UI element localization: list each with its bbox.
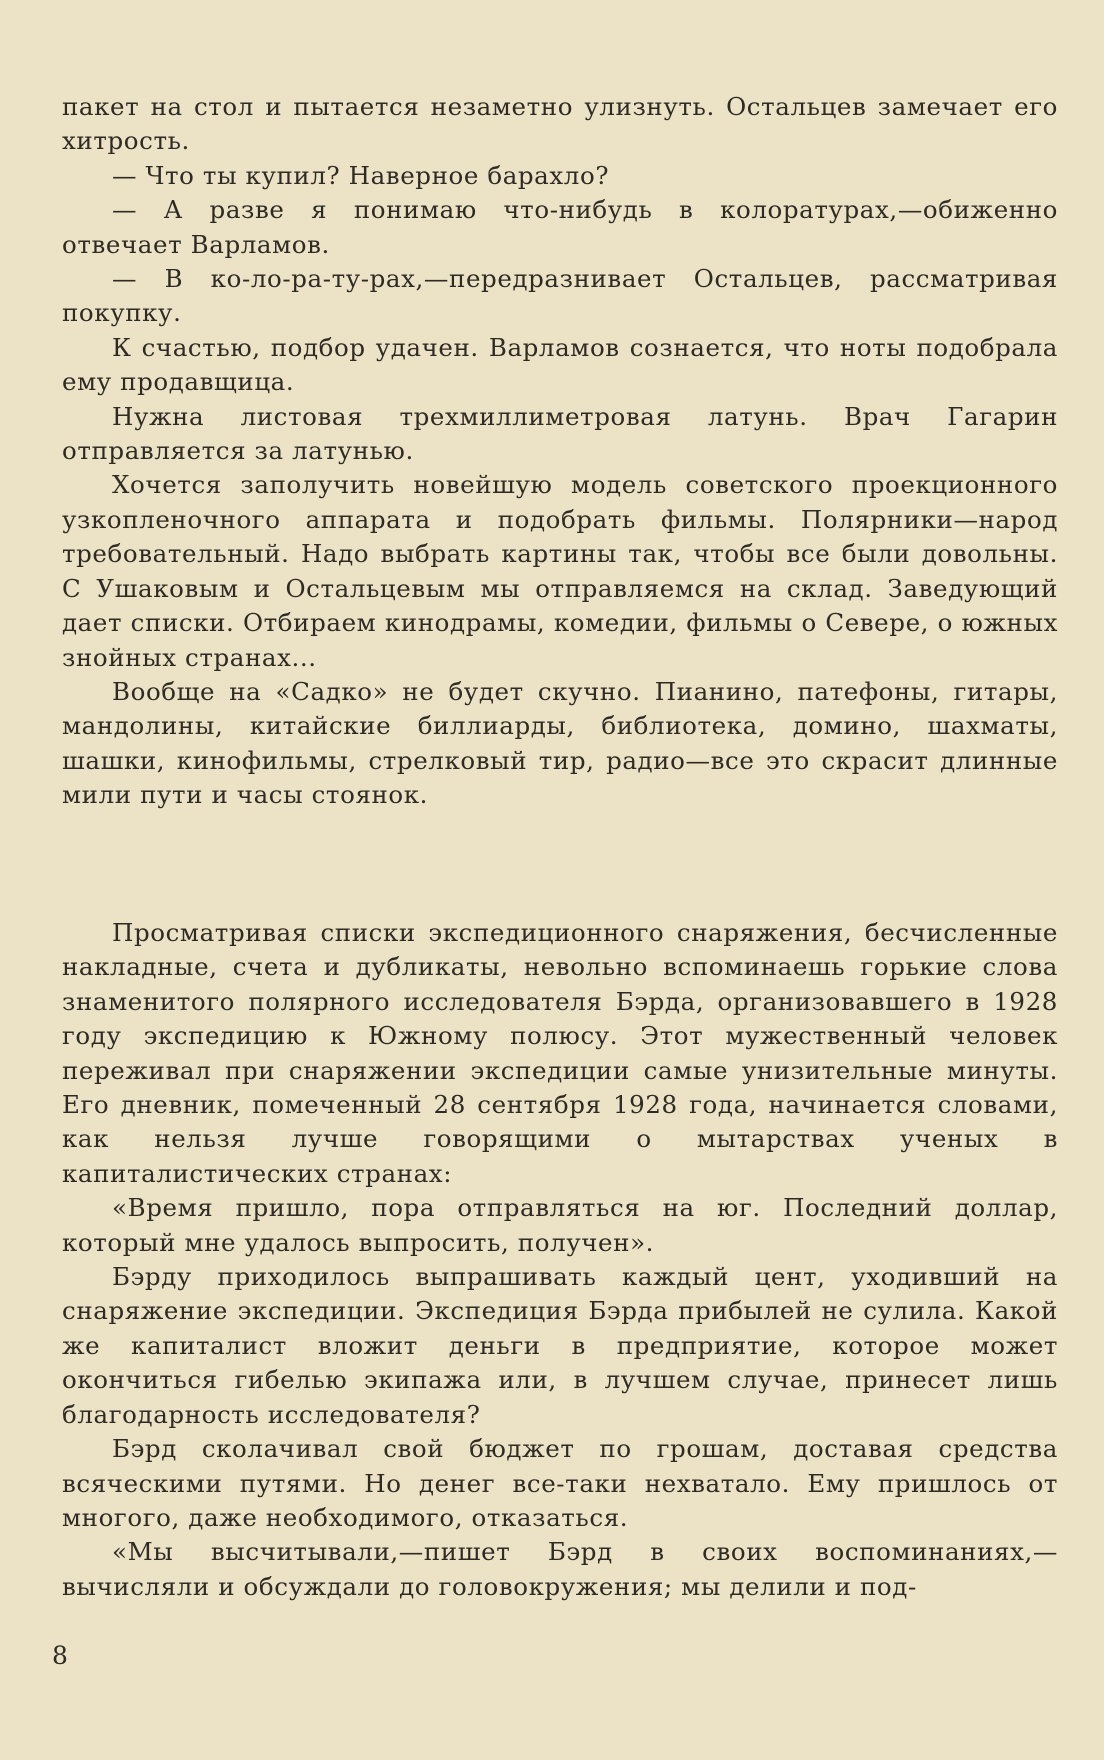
- paragraph: Хочется заполучить новейшую модель советского проекционного узкопленочного аппарата и подобрать фильмы. Полярники—народ требовательный. Надо выбрать картины так, чтобы все были довольны. С Ушаковым и Остальцевым мы отправляемся на склад. Заведующий дает списки. Отбираем кинодрамы, комедии, фильмы о Севере, о южных знойных странах...: [62, 470, 1058, 672]
- paragraph: Бэрду приходилось выпрашивать каждый цент, уходивший на снаряжение экспедиции. Экспедиция Бэрда прибылей не сулила. Какой же капиталист вложит деньги в предприятие, которое может окончиться гибелью экипажа или, в лучшем случае, принесет лишь благодарность исследователя?: [62, 1262, 1058, 1429]
- paragraph: Нужна листовая трехмиллиметровая латунь. Врач Гагарин отправляется за латунью.: [62, 401, 1058, 466]
- paragraph: пакет на стол и пытается незаметно улизнуть. Остальцев замечает его хитрость.: [62, 92, 1058, 156]
- paragraph: — В ко-ло-ра-ту-рах,—передразнивает Остальцев, рассматривая покупку.: [62, 264, 1058, 328]
- paragraph: Вообще на «Садко» не будет скучно. Пианино, патефоны, гитары, мандолины, китайские биллиарды, библиотека, домино, шахматы, шашки, кинофильмы, стрелковый тир, радио—все это скрасит длинные мили пути и часы стоянок.: [62, 676, 1058, 810]
- paragraph: — Что ты купил? Наверное барахло?: [112, 160, 610, 190]
- paragraph: К счастью, подбор удачен. Варламов сознается, что ноты подобрала ему продавщица.: [62, 332, 1058, 397]
- text-section-lower: [62, 916, 1058, 1604]
- paragraph: — А разве я понимаю что-нибудь в колоратурах,—обиженно отвечает Варламов.: [62, 195, 1058, 259]
- text-section-upper: [62, 90, 1058, 813]
- paragraph: Бэрд сколачивал свой бюджет по грошам, доставая средства всяческими путями. Но денег все-таки нехватало. Ему пришлось от многого, даже необходимого, отказаться.: [62, 1434, 1058, 1532]
- paragraph: «Мы высчитывали,—пишет Бэрд в своих воспоминаниях,— вычисляли и обсуждали до головокружения; мы делили и под-: [62, 1537, 1058, 1601]
- page-number: 8: [52, 1641, 68, 1670]
- paragraph: Просматривая списки экспедиционного снаряжения, бесчисленные накладные, счета и дубликаты, невольно вспоминаешь горькие слова знаменитого полярного исследователя Бэрда, организовавшего в 1928 году экспедицию к Южному полюсу. Этот мужественный человек переживал при снаряжении экспедиции самые унизительные минуты. Его дневник, помеченный 28 сентября 1928 года, начинается словами, как нельзя лучше говорящими о мытарствах ученых в капиталистических странах:: [62, 918, 1058, 1188]
- paragraph: «Время пришло, пора отправляться на юг. Последний доллар, который мне удалось выпросить, получен».: [62, 1193, 1058, 1257]
